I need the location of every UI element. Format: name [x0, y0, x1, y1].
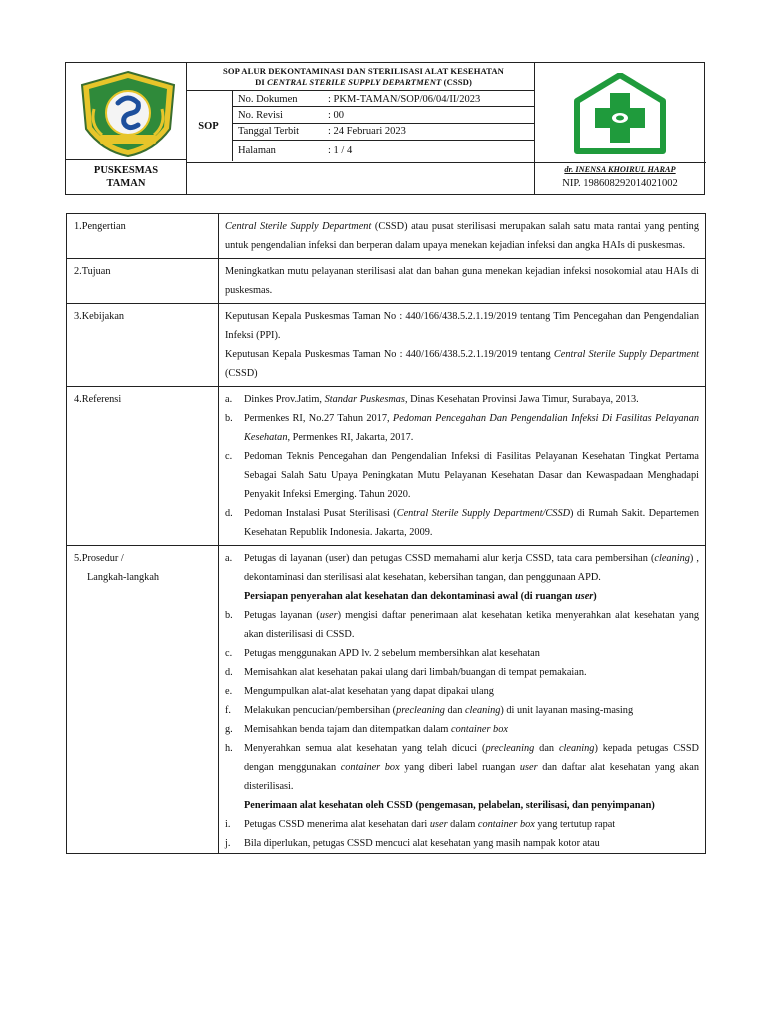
- issue-date-value: : 24 Februari 2023: [328, 126, 406, 137]
- title-suffix: (CSSD): [441, 77, 472, 87]
- text: (CSSD) atau pusat sterilisasi merupakan salah satu mata rantai yang penting untuk pengendalian infeksi dan berperan dalam upaya menekan kejadian infeksi dan angka HAIs di puskesmas.: [225, 221, 699, 251]
- page-label: Halaman: [238, 145, 276, 156]
- list-text: [244, 409, 699, 447]
- list-item: [225, 549, 699, 587]
- list-text: Petugas menggunakan APD lv. 2 sebelum membersihkan alat kesehatan: [244, 648, 540, 659]
- list-marker: a.: [225, 394, 233, 405]
- text: ) di Rumah Sakit. Departemen Kesehatan Republik Indonesia. Jakarta, 2009.: [244, 508, 699, 538]
- text: Menyerahkan semua alat kesehatan yang telah dicuci (: [244, 743, 486, 754]
- list-item: [225, 390, 699, 409]
- list-item: [225, 682, 699, 701]
- text-italic: Pedoman Pencegahan Dan Pengendalian Infeksi Di Fasilitas Pelayanan Kesehatan: [244, 413, 699, 443]
- document-header: [65, 62, 705, 195]
- list-text: [244, 815, 699, 834]
- list-marker: h.: [225, 743, 233, 754]
- table-row: [67, 259, 706, 304]
- list-text: Memisahkan alat kesehatan pakai ulang dari limbah/buangan di tempat pemakaian.: [244, 667, 587, 678]
- text-italic: Central Sterile Supply Department: [553, 349, 699, 360]
- text-italic: user: [574, 591, 594, 602]
- text: Petugas layanan (: [244, 610, 320, 621]
- list-item: [225, 504, 699, 542]
- text: dalam: [447, 819, 478, 830]
- table-row: [67, 546, 706, 854]
- list-marker: d.: [225, 508, 233, 519]
- kabupaten-emblem-icon: [74, 69, 182, 159]
- list-marker: g.: [225, 724, 233, 735]
- list-text: [244, 739, 699, 796]
- text: Petugas di layanan (user) dan petugas CSSD memahami alur kerja CSSD, tata cara pembersihan (: [244, 553, 655, 564]
- section-label-line2: Langkah-langkah: [87, 572, 160, 583]
- text-italic: container box: [451, 724, 508, 735]
- section-content: [219, 387, 706, 546]
- section-content: Meningkatkan mutu pelayanan sterilisasi alat dan bahan guna menekan kejadian infeksi nosokomial atau HAIs di puskesmas.: [219, 259, 706, 304]
- sop-label: SOP: [198, 121, 219, 132]
- section-label: [67, 546, 219, 854]
- list-item: [225, 815, 699, 834]
- list-item: [225, 606, 699, 644]
- text: ) , dekontaminasi dan sterilisasi alat kesehatan, kebersihan tangan, dan penggunaan APD.: [244, 553, 699, 583]
- list-item: [225, 701, 699, 720]
- section-label: 2.Tujuan: [67, 259, 219, 304]
- table-row: [67, 214, 706, 259]
- doc-number-value: : PKM-TAMAN/SOP/06/04/II/2023: [328, 94, 481, 105]
- text: yang diberi label ruangan: [399, 762, 520, 773]
- text-italic: Central Sterile Supply Department/CSSD: [396, 508, 571, 519]
- list-marker: e.: [225, 686, 233, 697]
- list-marker: b.: [225, 610, 233, 621]
- text-italic: cleaning: [558, 743, 595, 754]
- text: ) kepada petugas CSSD dengan menggunakan: [244, 743, 699, 773]
- text: yang tertutup rapat: [534, 819, 616, 830]
- section-label: 1.Pengertian: [67, 214, 219, 259]
- header-divider: [186, 162, 534, 163]
- header-divider: [232, 123, 534, 124]
- signer-name: dr. INENSA KHOIRUL HARAP: [564, 165, 676, 174]
- text-italic: Standar Puskesmas: [324, 394, 405, 405]
- text-italic: container box: [340, 762, 400, 773]
- table-row: [67, 387, 706, 546]
- list-text: Bila diperlukan, petugas CSSD mencuci alat kesehatan yang masih nampak kotor atau: [244, 838, 600, 849]
- text-italic: Central Sterile Supply Department: [225, 221, 372, 232]
- text: Memisahkan benda tajam dan ditempatkan dalam: [244, 724, 452, 735]
- list-item: [225, 663, 699, 682]
- list-item: [225, 739, 699, 796]
- text-italic: cleaning: [464, 705, 501, 716]
- text: Persiapan penyerahan alat kesehatan dan dekontaminasi awal (di ruangan: [244, 591, 575, 602]
- puskesmas-green-cross-icon: [574, 73, 666, 155]
- text: Permenkes RI, No.27 Tahun 2017,: [244, 413, 393, 424]
- text-italic: user: [429, 819, 448, 830]
- organization-line2: TAMAN: [106, 178, 146, 189]
- list-text: Mengumpulkan alat-alat kesehatan yang dapat dipakai ulang: [244, 686, 494, 697]
- sop-content-table: [66, 213, 706, 854]
- text: Petugas CSSD menerima alat kesehatan dari: [244, 819, 430, 830]
- issue-date-label: Tanggal Terbit: [238, 126, 300, 137]
- doc-number-label: No. Dokumen: [238, 94, 298, 105]
- section-label: 4.Referensi: [67, 387, 219, 546]
- text: , Dinas Kesehatan Provinsi Jawa Timur, Surabaya, 2013.: [404, 394, 639, 405]
- header-divider: [66, 159, 186, 160]
- title-italic: CENTRAL STERILE SUPPLY DEPARTMENT: [267, 77, 442, 87]
- policy-paragraph: [225, 345, 699, 383]
- list-marker: d.: [225, 667, 233, 678]
- text: dan: [534, 743, 559, 754]
- text-italic: user: [519, 762, 538, 773]
- list-text: [244, 549, 699, 587]
- section-content: [219, 304, 706, 387]
- procedure-subheading: [225, 587, 699, 606]
- text: , Permenkes RI, Jakarta, 2017.: [287, 432, 414, 443]
- text: ) di unit layanan masing-masing: [500, 705, 634, 716]
- signer-nip: NIP. 198608292014021002: [562, 178, 678, 189]
- policy-paragraph: Keputusan Kepala Puskesmas Taman No : 440/166/438.5.2.1.19/2019 tentang Tim Pencegahan dan Pengendalian Infeksi (PPI).: [225, 311, 699, 341]
- list-item: [225, 720, 699, 739]
- section-label: 3.Kebijakan: [67, 304, 219, 387]
- document-title-line2: [191, 77, 536, 88]
- text: Dinkes Prov.Jatim,: [244, 394, 325, 405]
- header-divider: [232, 140, 534, 141]
- text-italic: precleaning: [396, 705, 445, 716]
- list-text: [244, 504, 699, 542]
- text: Pedoman Instalasi Pusat Sterilisasi (: [244, 508, 397, 519]
- list-item: [225, 644, 699, 663]
- list-item: [225, 447, 699, 504]
- text: Melakukan pencucian/pembersihan (: [244, 705, 397, 716]
- text-italic: cleaning: [654, 553, 690, 564]
- list-marker: f.: [225, 705, 232, 716]
- header-divider: [534, 162, 706, 163]
- title-prefix: DI: [255, 77, 268, 87]
- list-marker: c.: [225, 648, 233, 659]
- section-label-line1: 5.Prosedur /: [74, 553, 124, 564]
- text: ) mengisi daftar penerimaan alat kesehatan ketika menyerahkan alat kesehatan yang akan disterilisasi di CSSD.: [244, 610, 699, 640]
- page-value: : 1 / 4: [328, 145, 353, 156]
- text-italic: container box: [477, 819, 535, 830]
- text-italic: user: [319, 610, 338, 621]
- list-item: [225, 409, 699, 447]
- list-text: Pedoman Teknis Pencegahan dan Pengendalian Infeksi di Fasilitas Pelayanan Kesehatan Tingkat Pertama Sebagai Salah Satu Upaya Peningkatan Mutu Pelayanan Kesehatan Dasar dan Kewaspadaan Menghadapi Penyakit Infeksi Emerging. Tahun 2020.: [244, 451, 699, 500]
- section-content: [219, 546, 706, 854]
- list-text: [244, 390, 699, 409]
- text: Keputusan Kepala Puskesmas Taman No : 440/166/438.5.2.1.19/2019 tentang: [225, 349, 554, 360]
- list-text: [244, 606, 699, 644]
- list-text: [244, 720, 699, 739]
- list-marker: i.: [225, 819, 231, 830]
- text: (CSSD): [225, 368, 258, 379]
- header-divider: [186, 90, 534, 91]
- text: ): [593, 591, 597, 602]
- header-divider: [232, 90, 233, 161]
- list-marker: c.: [225, 451, 233, 462]
- document-title: [191, 66, 536, 88]
- text: dan: [444, 705, 465, 716]
- procedure-subheading: Penerimaan alat kesehatan oleh CSSD (pengemasan, pelabelan, sterilisasi, dan penyimpanan): [244, 800, 655, 811]
- list-item: [225, 834, 699, 853]
- text-italic: precleaning: [485, 743, 535, 754]
- revision-value: : 00: [328, 110, 345, 121]
- header-divider: [232, 106, 534, 107]
- list-marker: j.: [225, 838, 231, 849]
- section-content: [219, 214, 706, 259]
- text: dan daftar alat kesehatan yang akan disterilisasi.: [244, 762, 699, 792]
- list-marker: a.: [225, 553, 233, 564]
- list-text: [244, 701, 699, 720]
- organization-line1: PUSKESMAS: [93, 165, 159, 176]
- document-title-line1: SOP ALUR DEKONTAMINASI DAN STERILISASI ALAT KESEHATAN: [222, 66, 504, 76]
- table-row: [67, 304, 706, 387]
- list-marker: b.: [225, 413, 233, 424]
- revision-label: No. Revisi: [238, 110, 283, 121]
- organization-name: [66, 164, 186, 190]
